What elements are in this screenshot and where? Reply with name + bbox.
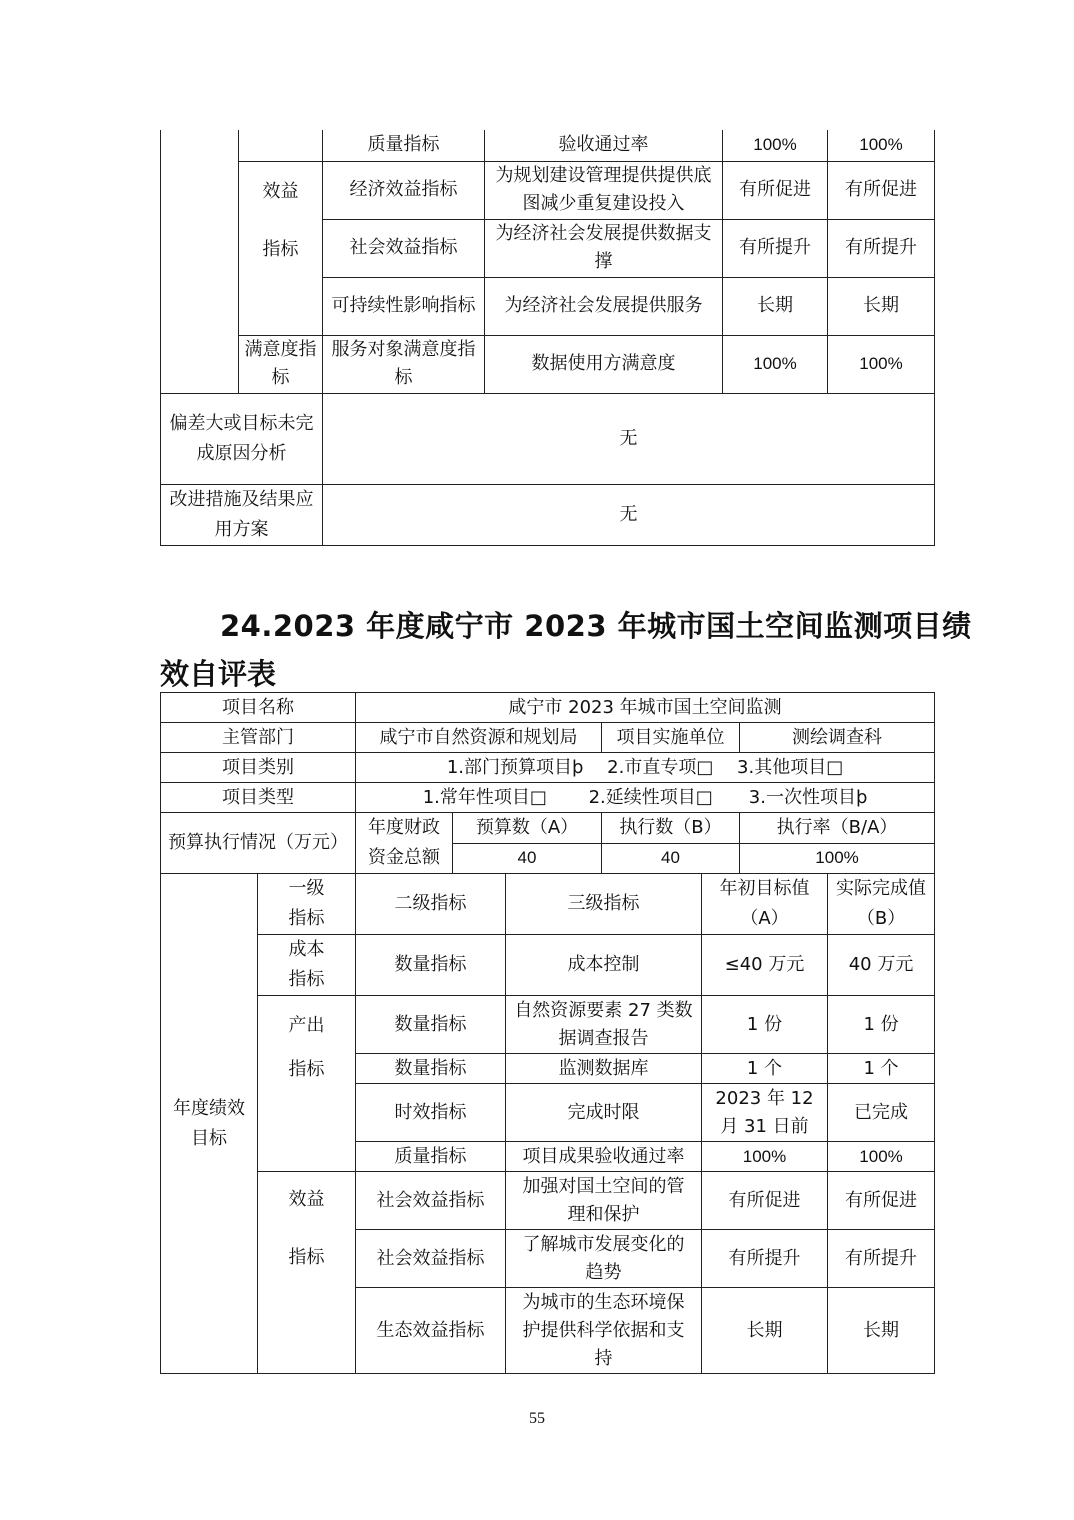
performance-table-continued	[160, 130, 935, 546]
dept-label: 主管部门	[161, 723, 356, 753]
section-heading-line2: 效自评表	[160, 657, 277, 691]
level3-cell: 质量指标	[323, 130, 485, 161]
category-value: 1.部门预算项目þ 2.市直专项□ 3.其他项目□	[356, 753, 935, 783]
level3-cell: 成本控制	[506, 935, 702, 996]
self-evaluation-table	[160, 692, 935, 1374]
target-cell: 有所促进	[702, 1172, 828, 1230]
level3-cell: 社会效益指标	[323, 219, 485, 277]
actual-cell: 100%	[828, 335, 935, 393]
project-name-label: 项目名称	[161, 693, 356, 723]
exec-b-label: 执行数（B）	[602, 813, 740, 844]
target-cell: 1 个	[702, 1054, 828, 1084]
improvement-value: 无	[323, 484, 935, 545]
level1-header: 一级指标	[258, 874, 356, 935]
target-header: 年初目标值（A）	[702, 874, 828, 935]
annual-goal-cell	[161, 130, 239, 393]
table-row	[161, 753, 935, 783]
level2-cell: 社会效益指标	[356, 1172, 506, 1230]
target-cell: 有所提升	[702, 1230, 828, 1288]
target-cell: ≤40 万元	[702, 935, 828, 996]
indicator-cell: 为规划建设管理提供提供底图减少重复建设投入	[485, 161, 723, 219]
level3-cell: 可持续性影响指标	[323, 277, 485, 335]
level3-header: 三级指标	[506, 874, 702, 935]
target-cell: 100%	[723, 335, 828, 393]
output-indicator-label: 产出 指标	[258, 996, 356, 1172]
actual-cell: 长期	[828, 277, 935, 335]
level3-cell: 自然资源要素 27 类数据调查报告	[506, 996, 702, 1054]
dept-value: 咸宁市自然资源和规划局	[356, 723, 602, 753]
section-heading-line1: 24.2023 年度咸宁市 2023 年城市国土空间监测项目绩	[220, 609, 972, 643]
level3-cell: 完成时限	[506, 1084, 702, 1142]
table-row	[161, 393, 935, 484]
indicator-cell: 为经济社会发展提供数据支撑	[485, 219, 723, 277]
level2-cell: 质量指标	[356, 1142, 506, 1172]
annual-goal-label: 年度绩效目标	[161, 874, 258, 1374]
level3-cell: 项目成果验收通过率	[506, 1142, 702, 1172]
budget-execution-label: 预算执行情况（万元）	[161, 813, 356, 874]
table-row	[161, 996, 935, 1054]
level2-header: 二级指标	[356, 874, 506, 935]
level3-cell: 加强对国土空间的管理和保护	[506, 1172, 702, 1230]
level2-cell: 生态效益指标	[356, 1288, 506, 1374]
exec-b-value: 40	[602, 843, 740, 874]
rate-value: 100%	[740, 843, 935, 874]
table-row	[161, 130, 935, 161]
actual-cell: 100%	[828, 130, 935, 161]
actual-cell: 已完成	[828, 1084, 935, 1142]
satisfaction-indicator-label: 满意度指 标	[239, 335, 323, 393]
table-row	[161, 1172, 935, 1230]
budget-a-label: 预算数（A）	[453, 813, 602, 844]
table-row	[161, 874, 935, 935]
table-row	[161, 813, 935, 844]
target-cell: 有所促进	[723, 161, 828, 219]
level3-cell: 为城市的生态环境保护提供科学依据和支持	[506, 1288, 702, 1374]
benefit-indicator-label: 效益 指标	[239, 161, 323, 335]
benefit-indicator-label: 效益 指标	[258, 1172, 356, 1374]
target-cell: 1 份	[702, 996, 828, 1054]
target-cell: 长期	[702, 1288, 828, 1374]
actual-cell: 40 万元	[828, 935, 935, 996]
deviation-value: 无	[323, 393, 935, 484]
type-label: 项目类型	[161, 783, 356, 813]
project-name-value: 咸宁市 2023 年城市国土空间监测	[356, 693, 935, 723]
budget-a-value: 40	[453, 843, 602, 874]
actual-cell: 有所促进	[828, 1172, 935, 1230]
table-row	[161, 935, 935, 996]
level3-cell: 监测数据库	[506, 1054, 702, 1084]
category-label: 项目类别	[161, 753, 356, 783]
improvement-label: 改进措施及结果应用方案	[161, 484, 323, 545]
deviation-label: 偏差大或目标未完成原因分析	[161, 393, 323, 484]
target-cell: 长期	[723, 277, 828, 335]
type-value: 1.常年性项目□ 2.延续性项目□ 3.一次性项目þ	[356, 783, 935, 813]
table-row	[161, 783, 935, 813]
actual-cell: 1 份	[828, 996, 935, 1054]
impl-unit-value: 测绘调查科	[740, 723, 935, 753]
target-cell: 2023 年 12 月 31 日前	[702, 1084, 828, 1142]
indicator-cell: 数据使用方满意度	[485, 335, 723, 393]
actual-cell: 有所提升	[828, 219, 935, 277]
actual-cell: 长期	[828, 1288, 935, 1374]
actual-cell: 有所促进	[828, 161, 935, 219]
table-row	[161, 484, 935, 545]
table-row	[161, 693, 935, 723]
level2-cell: 时效指标	[356, 1084, 506, 1142]
cost-indicator-label: 成本指标	[258, 935, 356, 996]
level3-cell: 了解城市发展变化的趋势	[506, 1230, 702, 1288]
target-cell: 100%	[702, 1142, 828, 1172]
table-row	[161, 335, 935, 393]
actual-cell: 有所提升	[828, 1230, 935, 1288]
actual-cell: 100%	[828, 1142, 935, 1172]
actual-header: 实际完成值（B）	[828, 874, 935, 935]
level3-cell: 服务对象满意度指标	[323, 335, 485, 393]
level2-cell: 社会效益指标	[356, 1230, 506, 1288]
level2-cell: 数量指标	[356, 1054, 506, 1084]
table-row	[161, 161, 935, 219]
output-indicator-cell	[239, 130, 323, 161]
target-cell: 100%	[723, 130, 828, 161]
indicator-cell: 为经济社会发展提供服务	[485, 277, 723, 335]
target-cell: 有所提升	[723, 219, 828, 277]
rate-label: 执行率（B/A）	[740, 813, 935, 844]
table-row	[161, 723, 935, 753]
impl-unit-label: 项目实施单位	[602, 723, 740, 753]
level3-cell: 经济效益指标	[323, 161, 485, 219]
level2-cell: 数量指标	[356, 935, 506, 996]
indicator-cell: 验收通过率	[485, 130, 723, 161]
annual-funds-label: 年度财政资金总额	[356, 813, 453, 874]
page-number: 55	[529, 1410, 545, 1427]
actual-cell: 1 个	[828, 1054, 935, 1084]
level2-cell: 数量指标	[356, 996, 506, 1054]
